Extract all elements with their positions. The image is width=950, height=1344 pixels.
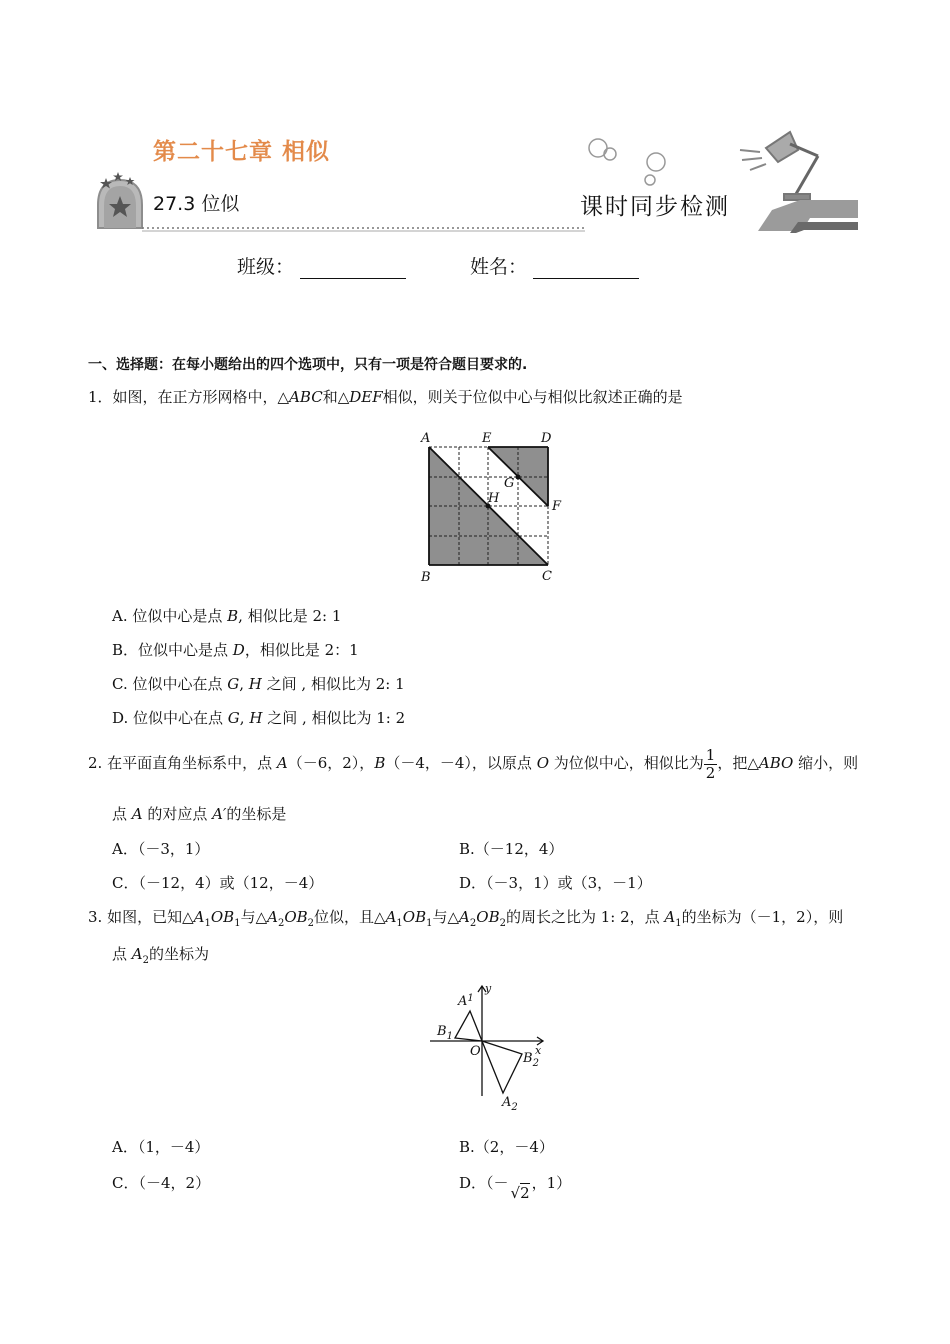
fig1-label-g: G (504, 476, 515, 491)
class-label: 班级： (237, 256, 295, 278)
fig1-label-d: D (541, 431, 552, 446)
header-banner (90, 110, 865, 235)
svg-text:B1: $B_1$ (437, 1024, 453, 1042)
fig1-label-c: C (542, 569, 552, 584)
q3-option-d[interactable]: D．（－√2，1） (459, 1174, 572, 1202)
q2-option-d[interactable]: D．（－3，1）或（3，－1） (459, 874, 652, 892)
fig1-label-e: E (482, 431, 492, 446)
fig3-label-o: O (470, 1044, 481, 1059)
q2-option-a[interactable]: A．（－3，1） (112, 840, 210, 858)
q1-stem: 1．如图，在正方形网格中，△ABC和△DEF相似，则关于位似中心与相似比叙述正确的是 (88, 388, 683, 406)
fig3-label-a1: A (458, 994, 468, 1009)
q1-option-b[interactable]: B．位似中心是点 D，相似比是 2：1 (112, 641, 359, 659)
q1-grid-figure (410, 425, 570, 587)
name-blank[interactable] (533, 258, 639, 279)
sqrt-symbol: √2 (510, 1184, 530, 1202)
fig3-label-b2: B (523, 1051, 533, 1066)
q3-stem: 3. 如图，已知$\triangle A_1OB_1$与$\triangle A_2OB_2$位似，且$\triangle A_1OB_1$与$\triangle A_2OB_2$的周长之比为 1: 2，点 $A_1$的坐标为（－1，2），则 (88, 908, 844, 929)
star-badge-icon (98, 172, 142, 228)
svg-text:A1: $A^1$ (458, 993, 474, 1009)
fig3-label-y: y (485, 982, 492, 995)
fig3-label-a2: A (502, 1095, 512, 1110)
svg-text:A2: $A_2$ (502, 1095, 518, 1113)
fig3-label-x: x (535, 1044, 542, 1057)
q3-option-c[interactable]: C．（－4，2） (112, 1174, 211, 1192)
q2-option-c[interactable]: C．（－12，4）或（12，－4） (112, 874, 324, 892)
class-blank[interactable] (300, 258, 406, 279)
fig1-label-h: H (488, 491, 500, 506)
q3-option-a[interactable]: A．（1，－4） (112, 1138, 210, 1156)
q2-stem-line2: 点 A 的对应点 A′的坐标是 (112, 805, 287, 823)
q2-option-b[interactable]: B.（－12，4） (459, 840, 564, 858)
q2-fraction: $\frac{1}{2}$ (705, 745, 716, 782)
class-field (237, 252, 406, 279)
part-heading: 一、选择题：在每小题给出的四个选项中，只有一项是符合题目要求的. (88, 357, 528, 373)
sync-test-title: 课时同步检测 (580, 194, 730, 220)
q3-coordinate-figure (425, 978, 555, 1113)
q3-option-b[interactable]: B.（2，－4） (459, 1138, 554, 1156)
fig1-label-a: A (421, 431, 431, 446)
svg-text:B2: $B_2$ (523, 1051, 539, 1069)
fig3-label-b1: B (437, 1024, 447, 1039)
q3-stem-line2: 点 $A_2$的坐标为 (112, 945, 210, 966)
q1-option-c[interactable]: C. 位似中心在点 G, H 之间 , 相似比为 2: 1 (112, 675, 405, 693)
q1-option-a[interactable]: A. 位似中心是点 B, 相似比是 2: 1 (112, 607, 342, 625)
desk-lamp-icon (740, 132, 818, 200)
section-title: 27.3 位似 (153, 193, 240, 215)
fig1-label-f: F (552, 499, 562, 514)
q2-stem: 2. 在平面直角坐标系中，点 A（－6，2），B（－4，－4），以原点 O 为位似中心，相似比为 $\frac{1}{2}$ ，把△ABO 缩小，则 (88, 745, 859, 782)
chapter-title: 第二十七章 相似 (153, 139, 331, 165)
name-label: 姓名： (470, 256, 528, 278)
name-field (470, 252, 639, 279)
fig1-label-b: B (421, 570, 431, 585)
q1-option-d[interactable]: D. 位似中心在点 G, H 之间 , 相似比为 1: 2 (112, 709, 406, 727)
